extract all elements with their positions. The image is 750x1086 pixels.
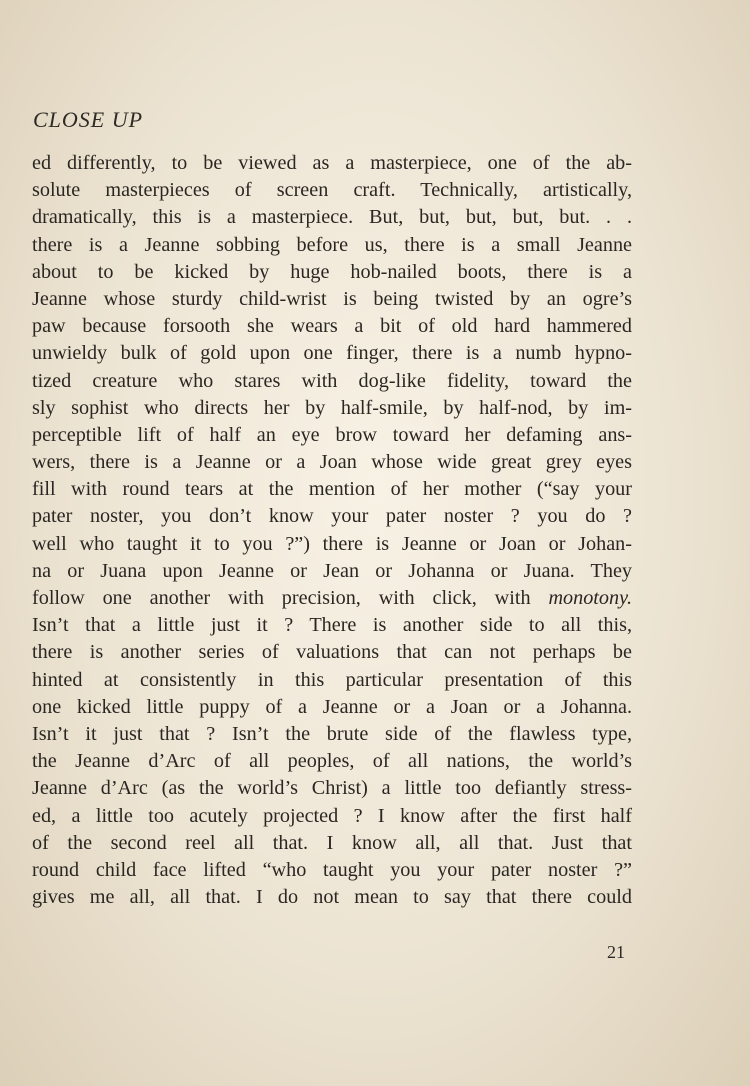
- text-line: unwieldy bulk of gold upon one finger, there is a numb hypno-: [32, 342, 632, 365]
- italic-word: monotony.: [548, 587, 632, 609]
- text-line: round child face lifted “who taught you your pater noster ?”: [32, 858, 632, 881]
- text-line: one kicked little puppy of a Jeanne or a Joan or a Johanna.: [32, 695, 632, 718]
- text-line: Jeanne whose sturdy child-wrist is being twisted by an ogre’s: [32, 287, 632, 310]
- text-line: gives me all, all that. I do not mean to say that there could: [32, 886, 632, 909]
- text-line: solute masterpieces of screen craft. Technically, artistically,: [32, 179, 632, 202]
- body-text: [32, 150, 632, 911]
- text-line: pater noster, you don’t know your pater noster ? you do ?: [32, 505, 632, 528]
- text-line: sly sophist who directs her by half-smile, by half-nod, by im-: [32, 396, 632, 419]
- text-line-part: follow one another with precision, with click, with: [32, 587, 531, 609]
- text-line: hinted at consistently in this particular presentation of this: [32, 668, 632, 691]
- text-line: about to be kicked by huge hob-nailed boots, there is a: [32, 260, 632, 283]
- text-line-with-italic: [32, 585, 632, 612]
- text-line: Jeanne d’Arc (as the world’s Christ) a little too defiantly stress-: [32, 777, 632, 800]
- text-line: of the second reel all that. I know all, all that. Just that: [32, 831, 632, 854]
- text-line: perceptible lift of half an eye brow toward her defaming ans-: [32, 423, 632, 446]
- text-line: Isn’t that a little just it ? There is another side to all this,: [32, 614, 632, 637]
- text-line: dramatically, this is a masterpiece. But, but, but, but, but. . .: [32, 206, 632, 229]
- text-line: na or Juana upon Jeanne or Jean or Johanna or Juana. They: [32, 559, 632, 582]
- text-line: ed, a little too acutely projected ? I know after the first half: [32, 804, 632, 827]
- text-line: there is another series of valuations that can not perhaps be: [32, 641, 632, 664]
- text-line: there is a Jeanne sobbing before us, there is a small Jeanne: [32, 233, 632, 256]
- text-line: ed differently, to be viewed as a masterpiece, one of the ab-: [32, 152, 632, 174]
- text-line: fill with round tears at the mention of her mother (“say your: [32, 478, 632, 501]
- text-line: well who taught it to you ?”) there is Jeanne or Joan or Johan-: [32, 532, 632, 555]
- page-number: 21: [607, 942, 625, 962]
- text-line: paw because forsooth she wears a bit of old hard hammered: [32, 315, 632, 338]
- text-line: Isn’t it just that ? Isn’t the brute side of the flawless type,: [32, 722, 632, 745]
- text-line: the Jeanne d’Arc of all peoples, of all nations, the world’s: [32, 750, 632, 773]
- text-line: wers, there is a Jeanne or a Joan whose wide great grey eyes: [32, 451, 632, 474]
- running-head: CLOSE UP: [33, 107, 144, 132]
- text-line: tized creature who stares with dog-like fidelity, toward the: [32, 369, 632, 392]
